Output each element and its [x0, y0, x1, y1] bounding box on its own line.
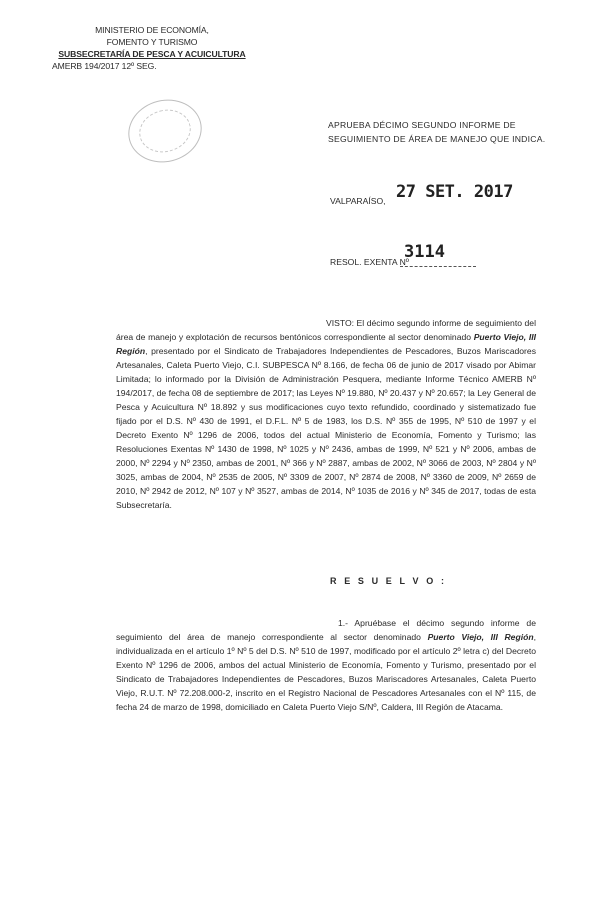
file-reference: AMERB 194/2017 12º SEG.: [52, 61, 157, 71]
document-subject: APRUEBA DÉCIMO SEGUNDO INFORME DE SEGUIMIENTO DE ÁREA DE MANEJO QUE INDICA.: [328, 120, 546, 144]
article-1-lead: 1.- Apruébase el décimo segundo informe de seguimiento del área de manejo correspondiente al sector denominado: [116, 618, 536, 642]
visto-lead: VISTO: El décimo segundo informe de seguimiento del área de manejo y explotación de recursos bentónicos correspondiente al sector denominado: [116, 318, 536, 342]
resuelvo-heading: R E S U E L V O :: [330, 576, 447, 586]
ministry-name: MINISTERIO DE ECONOMÍA,: [95, 25, 209, 35]
ministry-name-cont: FOMENTO Y TURISMO: [106, 37, 198, 47]
resolution-number: 3114: [404, 242, 445, 262]
visto-paragraph: [116, 316, 536, 512]
place-label: VALPARAÍSO,: [330, 196, 386, 206]
letterhead: [52, 24, 252, 72]
resolution-label: RESOL. EXENTA Nº: [330, 257, 409, 267]
undersecretariat-name: SUBSECRETARÍA DE PESCA Y ACUICULTURA: [58, 49, 246, 59]
resolution-underline: [400, 266, 476, 267]
article-1-paragraph: [116, 616, 536, 714]
visto-rest: , presentado por el Sindicato de Trabajadores Independientes de Pescadores, Buzos Mariscadores Artesanales, Caleta Puerto Viejo, C.I. SUBPESCA Nº 8.166, de fecha 06 de junio de 2017 visado por Abimar Limitada; lo informado por la División de Administración Pesquera, mediante Informe Técnico AMERB Nº 194/2017, de fecha 08 de septiembre de 2017; las Leyes Nº 19.880, Nº 20.437 y Nº 20.657; la Ley General de Pesca y Acuicultura Nº 18.892 y sus modificaciones cuyo texto refundido, coordinado y sistematizado fue fijado por el D.S. Nº 430 de 1991, el D.F.L. Nº 5 de 1983, los D.S. Nº 355 de 1995, Nº 510 de 1997 y el Decreto Exento Nº 1296 de 2006, todos del actual Ministerio de Economía, Fomento y Turismo; las Resoluciones Exentas Nº 1430 de 1998, Nº 1025 y Nº 2436, ambas de 1999, Nº 521 y Nº 2006, ambas de 2000, Nº 2294 y Nº 2350, ambas de 2001, Nº 366 y Nº 2887, ambas de 2002, Nº 3066 de 2003, Nº 2804 y Nº 3025, ambas de 2004, Nº 2535 de 2005, Nº 3309 de 2007, Nº 2874 de 2008, Nº 3360 de 2009, Nº 2659 de 2010, Nº 2942 de 2012, Nº 107 y Nº 3527, ambas de 2014, Nº 1035 de 2016 y Nº 345 de 2017, todas de esta Subsecretaría.: [116, 346, 536, 510]
issue-date: 27 SET. 2017: [396, 182, 513, 202]
visto-sector: Puerto Viejo, III Región: [116, 332, 536, 356]
article-1-rest: , individualizada en el artículo 1º Nº 5 del D.S. Nº 510 de 1997, modificado por el artículo 2º letra c) del Decreto Exento Nº 1296 de 2006, ambos del actual Ministerio de Economía, Fomento y Turismo, presentado por el Sindicato de Trabajadores Independientes de Pescadores, Buzos Mariscadores Artesanales, Caleta Puerto Viejo, R.U.T. Nº 72.208.000-2, inscrito en el Registro Nacional de Pescadores Artesanales con el Nº 115, de fecha 24 de marzo de 1998, domiciliado en Caleta Puerto Viejo S/Nº, Caldera, III Región de Atacama.: [116, 632, 536, 712]
article-1-sector: Puerto Viejo, III Región: [427, 632, 534, 642]
office-stamp-icon: [122, 92, 209, 170]
